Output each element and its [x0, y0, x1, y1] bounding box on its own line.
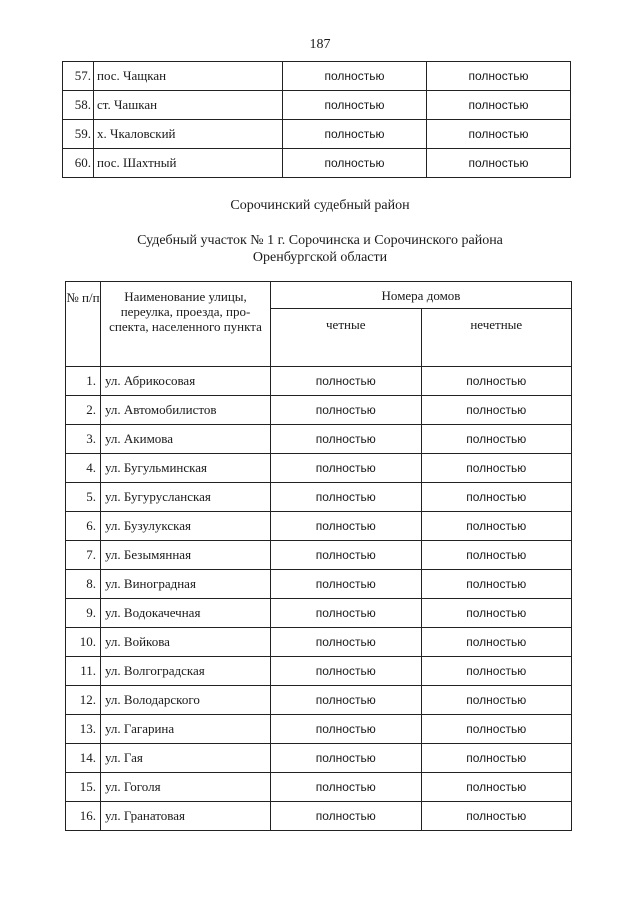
row-number: 6.: [66, 512, 101, 541]
row-odd-houses: полностью: [421, 802, 572, 831]
row-number: 1.: [66, 367, 101, 396]
table-row: [66, 541, 572, 570]
row-odd-houses: полностью: [421, 773, 572, 802]
row-name: ул. Абрикосовая: [101, 367, 271, 396]
row-number: 14.: [66, 744, 101, 773]
row-number: 60.: [63, 149, 94, 178]
row-number: 11.: [66, 657, 101, 686]
row-odd-houses: полностью: [421, 541, 572, 570]
row-number: 9.: [66, 599, 101, 628]
table-row: [66, 686, 572, 715]
row-number: 13.: [66, 715, 101, 744]
top-table: [62, 61, 571, 178]
row-number: 2.: [66, 396, 101, 425]
row-odd-houses: полностью: [427, 91, 571, 120]
row-name: ул. Автомобилистов: [101, 396, 271, 425]
row-even-houses: полностью: [271, 599, 422, 628]
row-even-houses: полностью: [271, 715, 422, 744]
row-name: х. Чкаловский: [94, 120, 283, 149]
row-name: ст. Чашкан: [94, 91, 283, 120]
plot-title: [0, 232, 640, 266]
row-even-houses: полностью: [271, 483, 422, 512]
row-odd-houses: полностью: [421, 628, 572, 657]
row-number: 57.: [63, 62, 94, 91]
table-row: [66, 483, 572, 512]
row-name: пос. Шахтный: [94, 149, 283, 178]
row-number: 16.: [66, 802, 101, 831]
row-name: ул. Безымянная: [101, 541, 271, 570]
row-name: ул. Бузулукская: [101, 512, 271, 541]
row-name: ул. Гагарина: [101, 715, 271, 744]
row-number: 59.: [63, 120, 94, 149]
table-row: [66, 628, 572, 657]
row-name: ул. Гая: [101, 744, 271, 773]
row-odd-houses: полностью: [421, 686, 572, 715]
row-even-houses: полностью: [271, 541, 422, 570]
row-even-houses: полностью: [271, 744, 422, 773]
row-odd-houses: полностью: [427, 62, 571, 91]
table-row: [63, 62, 571, 91]
row-even-houses: полностью: [283, 120, 427, 149]
table-row: [66, 367, 572, 396]
table-row: [66, 744, 572, 773]
row-number: 8.: [66, 570, 101, 599]
main-table: [65, 281, 572, 831]
table-row: [63, 91, 571, 120]
row-name: ул. Володарского: [101, 686, 271, 715]
row-odd-houses: полностью: [421, 483, 572, 512]
table-row: [66, 773, 572, 802]
table-row: [66, 396, 572, 425]
main-table-body: [66, 367, 572, 831]
table-row: [66, 512, 572, 541]
row-number: 4.: [66, 454, 101, 483]
row-number: 3.: [66, 425, 101, 454]
row-even-houses: полностью: [271, 570, 422, 599]
row-odd-houses: полностью: [421, 396, 572, 425]
row-odd-houses: полностью: [427, 149, 571, 178]
row-number: 58.: [63, 91, 94, 120]
row-number: 12.: [66, 686, 101, 715]
row-number: 5.: [66, 483, 101, 512]
header-houses: Номера домов: [271, 282, 572, 309]
row-name: ул. Виноградная: [101, 570, 271, 599]
row-odd-houses: полностью: [421, 425, 572, 454]
row-even-houses: полностью: [271, 686, 422, 715]
row-even-houses: полностью: [271, 802, 422, 831]
row-odd-houses: полностью: [421, 570, 572, 599]
row-odd-houses: полностью: [421, 367, 572, 396]
row-number: 15.: [66, 773, 101, 802]
row-even-houses: полностью: [271, 425, 422, 454]
row-odd-houses: полностью: [421, 715, 572, 744]
header-even: четные: [271, 309, 422, 367]
row-even-houses: полностью: [271, 396, 422, 425]
table-row: [63, 120, 571, 149]
row-odd-houses: полностью: [421, 744, 572, 773]
table-row: [63, 149, 571, 178]
header-num: № п/п: [66, 282, 101, 367]
row-even-houses: полностью: [271, 512, 422, 541]
row-name: ул. Акимова: [101, 425, 271, 454]
main-table-header: [66, 282, 572, 367]
row-even-houses: полностью: [283, 91, 427, 120]
table-row: [66, 802, 572, 831]
row-odd-houses: полностью: [421, 599, 572, 628]
row-odd-houses: полностью: [421, 657, 572, 686]
header-name: Наименование улицы, переулка, проезда, про-спекта, населенного пункта: [101, 282, 271, 367]
table-row: [66, 570, 572, 599]
row-even-houses: полностью: [271, 454, 422, 483]
table-row: [66, 657, 572, 686]
page-number: 187: [309, 37, 331, 52]
plot-title-line1: Судебный участок № 1 г. Сорочинска и Сорочинского района: [137, 233, 503, 248]
row-name: ул. Войкова: [101, 628, 271, 657]
district-title: Сорочинский судебный район: [230, 198, 410, 213]
row-odd-houses: полностью: [421, 512, 572, 541]
row-name: ул. Гоголя: [101, 773, 271, 802]
row-name: ул. Волгоградская: [101, 657, 271, 686]
row-odd-houses: полностью: [427, 120, 571, 149]
row-even-houses: полностью: [271, 657, 422, 686]
row-name: ул. Бугурусланская: [101, 483, 271, 512]
row-even-houses: полностью: [271, 773, 422, 802]
row-odd-houses: полностью: [421, 454, 572, 483]
row-even-houses: полностью: [271, 628, 422, 657]
table-row: [66, 599, 572, 628]
header-odd: нечетные: [421, 309, 572, 367]
row-name: пос. Чащкан: [94, 62, 283, 91]
table-row: [66, 454, 572, 483]
row-even-houses: полностью: [283, 149, 427, 178]
row-even-houses: полностью: [283, 62, 427, 91]
row-even-houses: полностью: [271, 367, 422, 396]
row-number: 7.: [66, 541, 101, 570]
top-table-body: [63, 62, 571, 178]
row-name: ул. Водокачечная: [101, 599, 271, 628]
table-row: [66, 425, 572, 454]
row-number: 10.: [66, 628, 101, 657]
table-row: [66, 715, 572, 744]
row-name: ул. Гранатовая: [101, 802, 271, 831]
plot-title-line2: Оренбургской области: [252, 250, 388, 265]
row-name: ул. Бугульминская: [101, 454, 271, 483]
